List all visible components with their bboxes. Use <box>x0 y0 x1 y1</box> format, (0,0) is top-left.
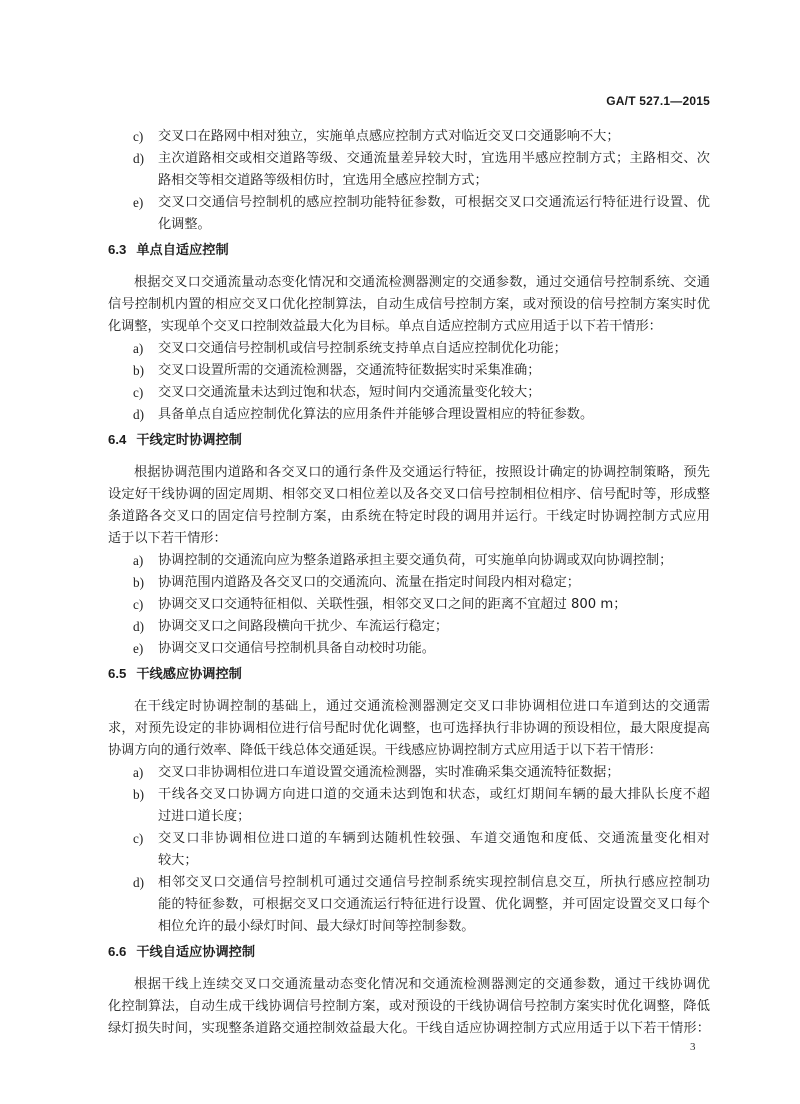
page-content <box>108 126 710 1040</box>
list-item-text <box>158 638 710 660</box>
list-item-line: 相邻交叉口交通信号控制机可通过交通信号控制系统实现控制信息交互，所执行感应控制功 <box>158 875 710 890</box>
list-item <box>108 192 710 236</box>
list-item-label: c) <box>133 129 144 144</box>
paragraph-line: 绿灯损失时间，实现整条道路交通控制效益最大化。干线自适应协调控制方式应用适于以下若干情形： <box>108 1021 710 1036</box>
section-title: 干线定时协调控制 <box>136 433 242 448</box>
section-paragraph <box>108 462 710 550</box>
list-item-text <box>158 762 710 784</box>
list-item-label: c) <box>133 597 144 612</box>
list-item-line: 干线各交叉口协调方向进口道的交通未达到饱和状态，或红灯期间车辆的最大排队长度不超 <box>158 787 710 802</box>
section-heading <box>108 941 710 963</box>
list-item <box>108 594 710 616</box>
standard-code: GA/T 527.1—2015 <box>606 94 710 108</box>
list-item <box>108 762 710 784</box>
list-item-line: 交叉口在路网中相对独立，实施单点感应控制方式对临近交叉口交通影响不大； <box>158 129 620 144</box>
section-paragraph <box>108 696 710 762</box>
paragraph-line: 化调整，实现单个交叉口控制效益最大化为目标。单点自适应控制方式应用适于以下若干情形： <box>108 319 662 334</box>
section-number: 6.5 <box>108 666 127 681</box>
list-item <box>108 148 710 192</box>
list-item-text <box>158 360 710 382</box>
section-paragraph <box>108 974 710 1040</box>
list-item-line: 交叉口交通信号控制机的感应控制功能特征参数，可根据交叉口交通流运行特征进行设置、优 <box>158 195 710 210</box>
list-item-text <box>158 594 710 616</box>
paragraph-line: 化控制算法，自动生成干线协调信号控制方案，或对预设的干线协调信号控制方案实时优化调整，降低 <box>108 999 710 1014</box>
list-item-text <box>158 338 710 360</box>
list-item-line: 主次道路相交或相交道路等级、交通流量差异较大时，宜选用半感应控制方式；主路相交、次 <box>158 151 710 166</box>
section-title: 干线感应协调控制 <box>136 667 242 682</box>
paragraph-line: 求，对预先设定的非协调相位进行信号配时优化调整，也可选择执行非协调的预设相位，最大限度提高 <box>108 721 710 736</box>
list-item-line: 具备单点自适应控制优化算法的应用条件并能够合理设置相应的特征参数。 <box>158 407 594 422</box>
list-item-line: 能的特征参数，可根据交叉口交通流运行特征进行设置、优化调整，并可固定设置交叉口每个 <box>158 897 710 912</box>
paragraph-line: 设定好干线协调的固定周期、相邻交叉口相位差以及各交叉口信号控制相位相序、信号配时等，形成整 <box>108 487 710 502</box>
paragraph-line: 适于以下若干情形： <box>108 531 227 546</box>
list-item-line: 协调控制的交通流向应为整条道路承担主要交通负荷，可实施单向协调或双向协调控制； <box>158 553 673 568</box>
list-item <box>108 828 710 872</box>
list-item-text <box>158 784 710 828</box>
list-item-text <box>158 572 710 594</box>
list-item-line: 协调交叉口之间路段横向干扰少、车流运行稳定； <box>158 619 449 634</box>
list-item-line: 路相交等相交道路等级相仿时，宜选用全感应控制方式； <box>158 173 488 188</box>
paragraph-line: 信号控制机内置的相应交叉口优化控制算法，自动生成信号控制方案，或对预设的信号控制方案实时优 <box>108 297 710 312</box>
list-item-label: d) <box>133 151 144 166</box>
list-item <box>108 572 710 594</box>
list-item-text <box>158 550 710 572</box>
list-item-text <box>158 404 710 426</box>
list-item <box>108 550 710 572</box>
list-item <box>108 382 710 404</box>
list-item-text <box>158 126 710 148</box>
list-item-line: 交叉口非协调相位进口道的车辆到达随机性较强、车道交通饱和度低、交通流量变化相对 <box>158 831 710 846</box>
list-item <box>108 126 710 148</box>
list-item-label: c) <box>133 385 144 400</box>
list-item <box>108 872 710 938</box>
list-item <box>108 338 710 360</box>
list-item-text <box>158 872 710 938</box>
list-item-line: 交叉口非协调相位进口车道设置交通流检测器，实时准确采集交通流特征数据； <box>158 765 620 780</box>
paragraph-line: 根据交叉口交通流量动态变化情况和交通流检测器测定的交通参数，通过交通信号控制系统、交通 <box>134 275 710 290</box>
section-paragraph <box>108 272 710 338</box>
list-item-text <box>158 828 710 872</box>
list-item-line: 化调整。 <box>158 217 211 232</box>
list-item-text <box>158 192 710 236</box>
list-item-label: b) <box>133 363 144 378</box>
section-number: 6.4 <box>108 432 127 447</box>
list-item-label: a) <box>133 341 144 356</box>
section-title: 单点自适应控制 <box>136 243 229 258</box>
list-item-line: 较大； <box>158 853 198 868</box>
list-item-line: 交叉口交通信号控制机或信号控制系统支持单点自适应控制优化功能； <box>158 341 567 356</box>
list-item <box>108 404 710 426</box>
paragraph-line: 根据协调范围内道路和各交叉口的通行条件及交通运行特征，按照设计确定的协调控制策略，预先 <box>134 465 710 480</box>
list-item <box>108 784 710 828</box>
list-item-line: 相位允许的最小绿灯时间、最大绿灯时间等控制参数。 <box>158 919 475 934</box>
list-item <box>108 360 710 382</box>
list-item-label: e) <box>133 195 144 210</box>
list-item-line: 协调交叉口交通特征相似、关联性强，相邻交叉口之间的距离不宜超过 800 m； <box>158 597 627 612</box>
paragraph-line: 协调方向的通行效率、降低干线总体交通延误。干线感应协调控制方式应用适于以下若干情形： <box>108 743 662 758</box>
list-item-line: 交叉口设置所需的交通流检测器，交通流特征数据实时采集准确； <box>158 363 541 378</box>
section-number: 6.6 <box>108 944 127 959</box>
list-item-text <box>158 382 710 404</box>
list-item-label: d) <box>133 875 144 890</box>
list-item-label: d) <box>133 619 144 634</box>
paragraph-line: 根据干线上连续交叉口交通流量动态变化情况和交通流检测器测定的交通参数，通过干线协调优 <box>134 977 710 992</box>
list-item-label: b) <box>133 575 144 590</box>
list-item-label: e) <box>133 641 144 656</box>
list-item-label: b) <box>133 787 144 802</box>
list-item-label: d) <box>133 407 144 422</box>
list-item-line: 协调范围内道路及各交叉口的交通流向、流量在指定时间段内相对稳定； <box>158 575 580 590</box>
list-item-text <box>158 616 710 638</box>
list-item-label: c) <box>133 831 144 846</box>
page-number: 3 <box>690 1041 696 1053</box>
list-item-line: 协调交叉口交通信号控制机具备自动校时功能。 <box>158 641 435 656</box>
paragraph-line: 在干线定时协调控制的基础上，通过交通流检测器测定交叉口非协调相位进口车道到达的交通需 <box>134 699 710 714</box>
list-item-line: 过进口道长度； <box>158 809 251 824</box>
list-item-label: a) <box>133 765 144 780</box>
list-item-text <box>158 148 710 192</box>
list-item <box>108 616 710 638</box>
section-title: 干线自适应协调控制 <box>136 945 256 960</box>
section-heading <box>108 239 710 261</box>
list-item <box>108 638 710 660</box>
section-heading <box>108 663 710 685</box>
list-item-line: 交叉口交通流量未达到过饱和状态，短时间内交通流量变化较大； <box>158 385 541 400</box>
section-number: 6.3 <box>108 242 127 257</box>
paragraph-line: 条道路各交叉口的固定信号控制方案，由系统在特定时段的调用并运行。干线定时协调控制方式应用 <box>108 509 710 524</box>
list-item-label: a) <box>133 553 144 568</box>
section-heading <box>108 429 710 451</box>
